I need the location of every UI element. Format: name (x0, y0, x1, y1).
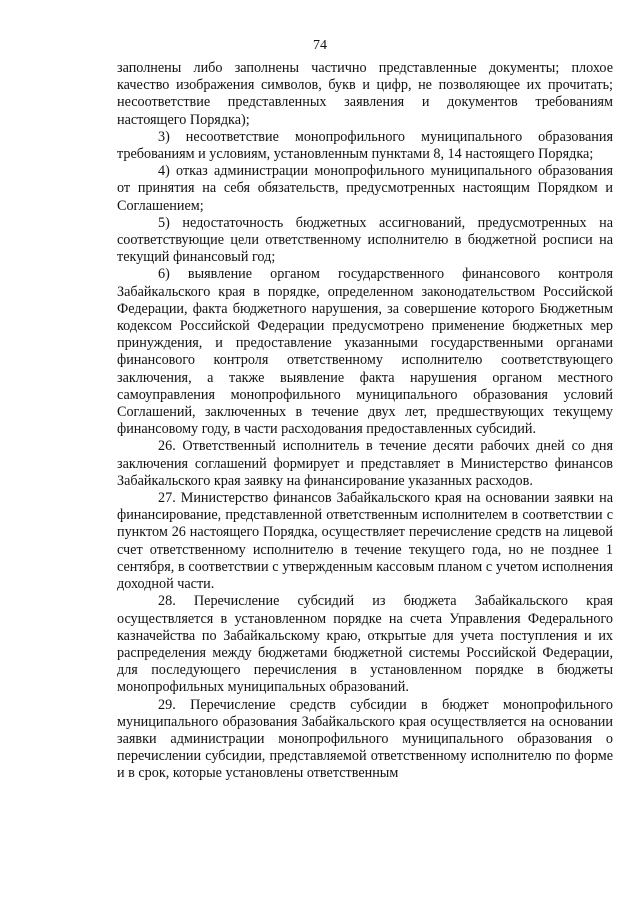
paragraph-clause-26: 26. Ответственный исполнитель в течение десяти рабочих дней со дня заключения соглашений формирует и представляет в Министерство финансов Забайкальского края заявку на финансирование указанных расходов. (117, 438, 613, 489)
paragraph-item-6: 6) выявление органом государственного финансового контроля Забайкальского края в порядке, определенном законодательством Российской Федерации, факта бюджетного нарушения, за совершение которого Бюджетным кодексом Российской Федерации предусмотрено применение бюджетных мер принуждения, и предоставление указанными государственными органами финансового контроля ответственному исполнителю соответствующего заключения, а также выявление факта нарушения органом местного самоуправления монопрофильного муниципального образования условий Соглашений, заключенных в течение двух лет, предшествующих текущему финансовому году, в части расходования предоставленных субсидий. (117, 266, 613, 438)
page-number: 74 (313, 38, 327, 53)
paragraph-item-4: 4) отказ администрации монопрофильного муниципального образования от принятия на себя обязательств, предусмотренных настоящим Порядком и Соглашением; (117, 163, 613, 214)
paragraph-clause-29: 29. Перечисление средств субсидии в бюджет монопрофильного муниципального образования Забайкальского края осуществляется на основании заявки администрации монопрофильного муниципального образования о перечислении субсидии, представляемой ответственному исполнителю по форме и в срок, которые установлены ответственным (117, 696, 613, 782)
paragraph-continuation: заполнены либо заполнены частично представленные документы; плохое качество изображения символов, букв и цифр, не позволяющее их прочитать; несоответствие представленных заявления и документов требованиям настоящего Порядка); (117, 60, 613, 128)
paragraph-item-5: 5) недостаточность бюджетных ассигнований, предусмотренных на соответствующие цели ответственному исполнителю в бюджетной росписи на текущий финансовый год; (117, 214, 613, 266)
document-body (117, 60, 613, 783)
paragraph-item-3: 3) несоответствие монопрофильного муниципального образования требованиям и условиям, установленным пунктами 8, 14 настоящего Порядка; (117, 128, 613, 163)
paragraph-clause-27: 27. Министерство финансов Забайкальского края на основании заявки на финансирование, представленной ответственным исполнителем в соответствии с пунктом 26 настоящего Порядка, осуществляет перечисление средств на лицевой счет ответственному исполнителю в течение текущего года, но не позднее 1 сентября, в соответствии с утвержденным кассовым планом с учетом исполнения доходной части. (117, 490, 613, 593)
paragraph-clause-28: 28. Перечисление субсидий из бюджета Забайкальского края осуществляется в установленном порядке на счета Управления Федерального казначейства по Забайкальскому краю, открытые для учета поступления и их распределения между бюджетами бюджетной системы Российской Федерации, для последующего перечисления в установленном порядке в бюджеты монопрофильных муниципальных образований. (117, 593, 613, 696)
